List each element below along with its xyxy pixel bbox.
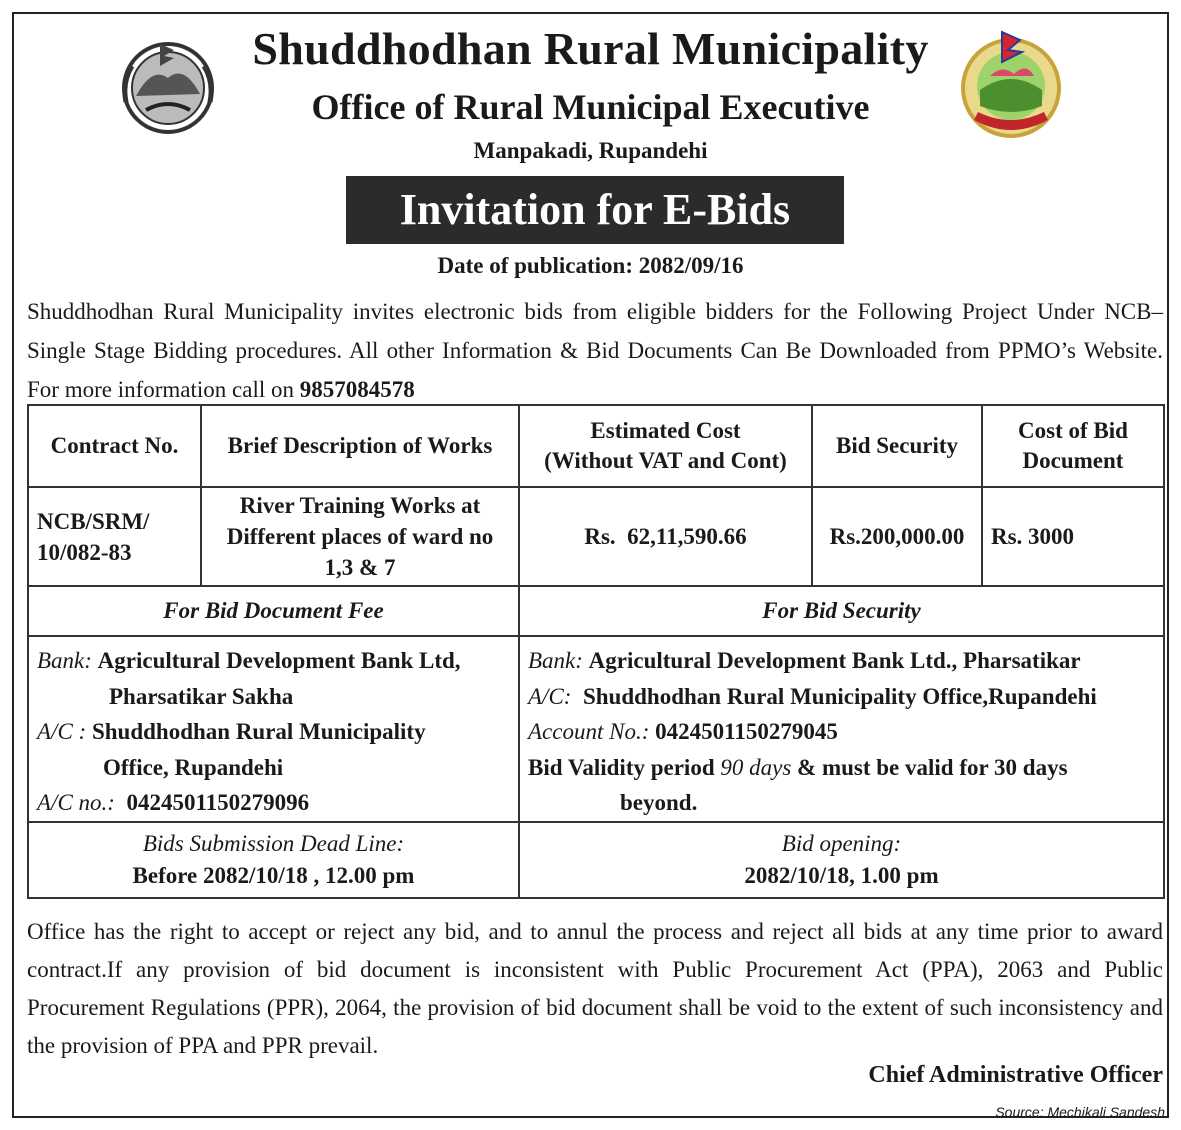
security-heading: For Bid Security bbox=[519, 586, 1164, 636]
table-row bbox=[28, 487, 1164, 586]
municipality-title: Shuddhodhan Rural Municipality bbox=[252, 23, 929, 74]
fee-bank-details: Bank: Agricultural Development Bank Ltd, Pharsatikar Sakha A/C : Shuddhodhan Rural Municipality Office, Rupandehi A/C no.: 0424501150279096 bbox=[28, 636, 519, 822]
notice-banner: Invitation for E-Bids bbox=[346, 176, 844, 244]
submission-deadline: Bids Submission Dead Line: Before 2082/10/18 , 12.00 pm bbox=[28, 822, 519, 898]
cell-bid-security: Rs.200,000.00 bbox=[812, 487, 982, 586]
publication-date bbox=[0, 253, 1181, 279]
fee-heading: For Bid Document Fee bbox=[28, 586, 519, 636]
table-header-row bbox=[28, 405, 1164, 487]
disclaimer-paragraph: Office has the right to accept or reject any bid, and to annul the process and reject all bids at any time prior to award contract.If any provision of bid document is inconsistent with Public Procurement Act (PPA), 2063 and Public Procurement Regulations (PPR), 2064, the provision of bid document shall be void to the extent of such inconsistency and the provision of PPA and PPR prevail. bbox=[27, 919, 1163, 1058]
publication-date-value: 2082/09/16 bbox=[638, 253, 744, 278]
schedule-row bbox=[28, 822, 1164, 898]
payment-heading-row bbox=[28, 586, 1164, 636]
intro-paragraph bbox=[27, 292, 1163, 409]
cell-contract-no: NCB/SRM/ 10/082-83 bbox=[28, 487, 201, 586]
header-estimated-cost: Estimated Cost (Without VAT and Cont) bbox=[519, 405, 812, 487]
bank-details-row bbox=[28, 636, 1164, 822]
contact-phone: 9857084578 bbox=[299, 377, 415, 402]
header-bid-security: Bid Security bbox=[812, 405, 982, 487]
source-credit: Source: Mechikali Sandesh bbox=[995, 1104, 1165, 1120]
security-bank-details: Bank: Agricultural Development Bank Ltd., Pharsatikar A/C: Shuddhodhan Rural Municipality Office,Rupandehi Account No.: 0424501150279045 Bid Validity period 90 days & must be valid for 30 days beyond. bbox=[519, 636, 1164, 822]
publication-date-label: Date of publication: bbox=[437, 253, 633, 278]
signatory-title: Chief Administrative Officer bbox=[868, 1062, 1163, 1088]
cell-cost-of-document: Rs. 3000 bbox=[982, 487, 1164, 586]
header-contract-no: Contract No. bbox=[28, 405, 201, 487]
header-description: Brief Description of Works bbox=[201, 405, 519, 487]
intro-text: Shuddhodhan Rural Municipality invites electronic bids from eligible bidders for the Following Project Under NCB–Single Stage Bidding procedures. All other Information & Bid Documents Can Be Downloaded from PPMO’s Website. For more information call on bbox=[27, 299, 1163, 402]
office-subtitle: Office of Rural Municipal Executive bbox=[311, 87, 870, 127]
bid-opening: Bid opening: 2082/10/18, 1.00 pm bbox=[519, 822, 1164, 898]
cell-estimated-cost: Rs. 62,11,590.66 bbox=[519, 487, 812, 586]
bid-table bbox=[27, 404, 1165, 899]
header-cost-of-document: Cost of Bid Document bbox=[982, 405, 1164, 487]
cell-description: River Training Works at Different places of ward no 1,3 & 7 bbox=[201, 487, 519, 586]
office-address: Manpakadi, Rupandehi bbox=[473, 138, 708, 163]
